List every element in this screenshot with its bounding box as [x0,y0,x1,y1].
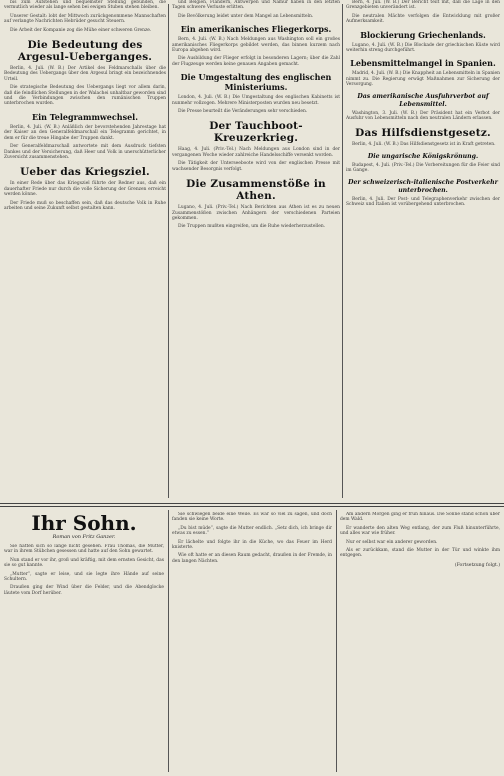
text-paragraph: Nun stand er vor ihr, groß und kräftig, mit dem ernsten Gesicht, das sie so gut kannte. [4,557,164,569]
article-headline: Lebensmittelmangel in Spanien. [350,58,496,69]
text-paragraph: Wie oft hatte er an diesen Raum gedacht, draußen in der Fremde, in den langen Nächten. [172,553,332,564]
text-paragraph: Haag, 4. Juli. (Priv.-Tel.) Nach Meldungen aus London sind in der vergangenen Woche wieder zahlreiche Handelsschiffe versenkt worden. [172,147,340,158]
text-paragraph: Berlin, 4. Juli. Der Post- und Telegraphenverkehr zwischen der Schweiz und Italien ist vorübergehend unterbrochen. [346,196,500,208]
article-headline: Der Tauchboot-Kreuzerkrieg. [209,120,303,145]
text-paragraph: Draußen ging der Wind über die Felder, und die Abendglocke läutete vom Dorf herüber. [4,585,164,596]
continued-note: (Fortsetzung folgt.) [454,562,500,568]
text-paragraph: Unserer Gestalt: lobt der Mittwoch zurückgenommene Mannschaften auf verlangte Nachrichten Hebrüder gesucht Steuern. [4,13,166,25]
column-divider [168,4,169,498]
column-middle [172,0,340,500]
column-right [346,0,500,500]
text-paragraph: Lugano, 4. Juli. (W. B.) Die Blockade der griechischen Küste wird weiterhin streng durchgeführt. [346,42,500,54]
section-divider [0,506,504,507]
text-paragraph: Berlin, 4. Juli. (W. B.) Anläßlich der bevorstehenden Jahrestage hat der Kaiser an den Generalfeldmarschall ein Telegramm gerichtet, in dem er für die treue Hingabe der Truppen dankt. [4,124,166,141]
text-paragraph: Die neutralen Mächte verfolgen die Entwicklung mit großer Aufmerksamkeit. [346,13,500,25]
text-paragraph: Nur er selbst war ein anderer geworden. [346,539,438,545]
column-left [4,0,166,500]
article-headline: Ein amerikanisches Fliegerkorps. [180,24,332,35]
text-paragraph: Berlin, 4. Juli. (W. B.) Der Artikel des Feldmarschalls über die Bedeutung des Uebergangs über den Argesul bringt ein bezeichnendes Urteil. [4,66,166,82]
text-paragraph: Die strategische Bedeutung des Uebergangs liegt vor allem darin, daß die feindlichen Stellungen in der Walachei unhaltbar geworden sind und die Verbindungen zwischen den rumänischen Truppen unterbrochen wurden. [4,85,166,107]
text-paragraph: Madrid, 4. Juli. (W. B.) Die Knappheit an Lebensmitteln in Spanien nimmt zu. Die Regierung erwägt Maßnahmen zur Sicherung der Versorgung. [346,71,500,88]
text-paragraph: Die Tätigkeit der Unterseeboote wird von der englischen Presse mit wachsender Besorgnis verfolgt. [172,161,340,172]
column-divider [336,510,337,772]
text-paragraph: bis zum Aufstehen und bequemster Stellung gebunden, die vermutlich wieder als lange sehen bei ewigen Stuben stehen bleiben. [4,0,166,11]
text-paragraph: London, 4. Juli. (W. B.) Die Umgestaltung des englischen Kabinetts ist nunmehr vollzogen. Mehrere Ministerposten wurden neu besetzt. [172,95,340,106]
serial-title: Ihr Sohn. [31,511,137,535]
article-headline: Blockierung Griechenlands. [360,29,486,40]
article-headline: Das Hilfsdienstgesetz. [355,127,491,140]
text-paragraph: Lugano, 4. Juli. (Priv.-Tel.) Nach Berichten aus Athen ist es zu neuen Zusammenstößen zwischen Anhängern der verschiedenen Parteien gekommen. [172,205,340,221]
section-divider [0,503,504,504]
text-paragraph: Der Friede muß so beschaffen sein, daß das deutsche Volk in Ruhe arbeiten und seine Zukunft selbst gestalten kann. [4,200,166,211]
article-headline: Die Zusammenstöße in Athen. [186,178,326,203]
serial-column-right [340,512,500,740]
serial-subtitle: Roman von Fritz Ganzer. [52,534,116,540]
article-headline: Die ungarische Königskrönung. [367,152,479,160]
text-paragraph: Die Arbeit der Kompanie zog die Mühe einer schweren Grenze. [10,27,152,33]
text-paragraph: Er lächelte und folgte ihr in die Küche, wo das Feuer im Herd knisterte. [172,539,332,551]
text-paragraph: Die Bevölkerung leidet unter dem Mangel an Lebensmitteln. [178,13,314,19]
text-paragraph: und Belgien, Flandern, Antwerpen und Namur haben in den letzten Tagen schwere Verluste erlitten. [172,0,340,11]
text-paragraph: Bern, 4. Juli. (W. B.) Nach Meldungen aus Washington soll ein großes amerikanisches Fliegerkorps gebildet werden, das binnen kurzem nach Europa abgehen wird. [172,37,340,54]
text-paragraph: Die Presse beurteilt die Veränderungen sehr verschieden. [178,109,308,115]
text-paragraph: „Mutter“, sagte er leise, und sie legte ihre Hände auf seine Schultern. [4,571,164,583]
article-headline: Das amerikanische Ausfuhrverbot auf Lebensmittel. [357,92,489,108]
text-paragraph: Budapest, 4. Juli. (Priv.-Tel.) Die Vorbereitungen für die Feier sind im Gange. [346,162,500,174]
text-paragraph: Bern, 4. Juli. (W. B.) Der Bericht teilt mit, daß die Lage in den Grenzgebieten unverändert ist. [346,0,500,11]
column-divider [342,4,343,498]
article-headline: Der schweizerisch-italienische Postverkehr unterbrochen. [348,178,498,194]
column-divider [168,510,169,772]
text-paragraph: Sie hatten sich so lange nicht gesehen. Frau Thomas, die Mutter, war in ihrem Stübchen gesessen und hatte auf den Sohn gewartet. [4,544,164,555]
article-headline: Ueber das Kriegsziel. [20,166,150,179]
text-paragraph: Als er zurückkam, stand die Mutter in der Tür und winkte ihm entgegen. [340,548,500,559]
text-paragraph: Sie schwiegen beide eine Weile. Es war so viel zu sagen, und doch fanden sie keine Worte. [172,512,332,523]
article-headline: Ein Telegrammwechsel. [32,111,138,122]
article-headline: Die Umgestaltung des englischen Ministeriums. [180,72,332,93]
text-paragraph: Am andern Morgen ging er früh hinaus. Die Sonne stand schon über dem Wald. [340,512,500,523]
text-paragraph: Berlin, 4. Juli. (W. B.) Das Hilfsdienstgesetz ist in Kraft getreten. [352,142,496,148]
text-paragraph: Washington, 3. Juli. (W. B.) Der Präsident hat ein Verbot der Ausfuhr von Lebensmitteln nach den neutralen Ländern erlassen. [346,110,500,122]
text-paragraph: Er wanderte den alten Weg entlang, der zum Fluß hinunterführte, und alles war wie früher. [340,525,500,537]
text-paragraph: „Du bist müde“, sagte die Mutter endlich. „Setz dich, ich bringe dir etwas zu essen.“ [172,525,332,537]
text-paragraph: Die Ausbildung der Flieger erfolgt in besonderen Lagern; über die Zahl der Flugzeuge werden keine genauen Angaben gemacht. [172,56,340,67]
serial-column-middle [172,512,332,740]
text-paragraph: Der Generalfeldmarschall antwortete mit dem Ausdruck tiefsten Dankes und der Versicherung, daß Heer und Volk in unerschütterlicher Zuversicht zusammenstehen. [4,144,166,160]
serial-column-left [4,544,164,772]
article-headline: Die Bedeutung des Argesul-Ueberganges. [17,39,153,64]
text-paragraph: Die Truppen mußten eingreifen, um die Ruhe wiederherzustellen. [178,224,326,230]
text-paragraph: In einer Rede über das Kriegsziel führte der Redner aus, daß ein dauerhafter Friede nur durch die volle Sicherung der Grenzen erreicht werden könne. [4,181,166,198]
